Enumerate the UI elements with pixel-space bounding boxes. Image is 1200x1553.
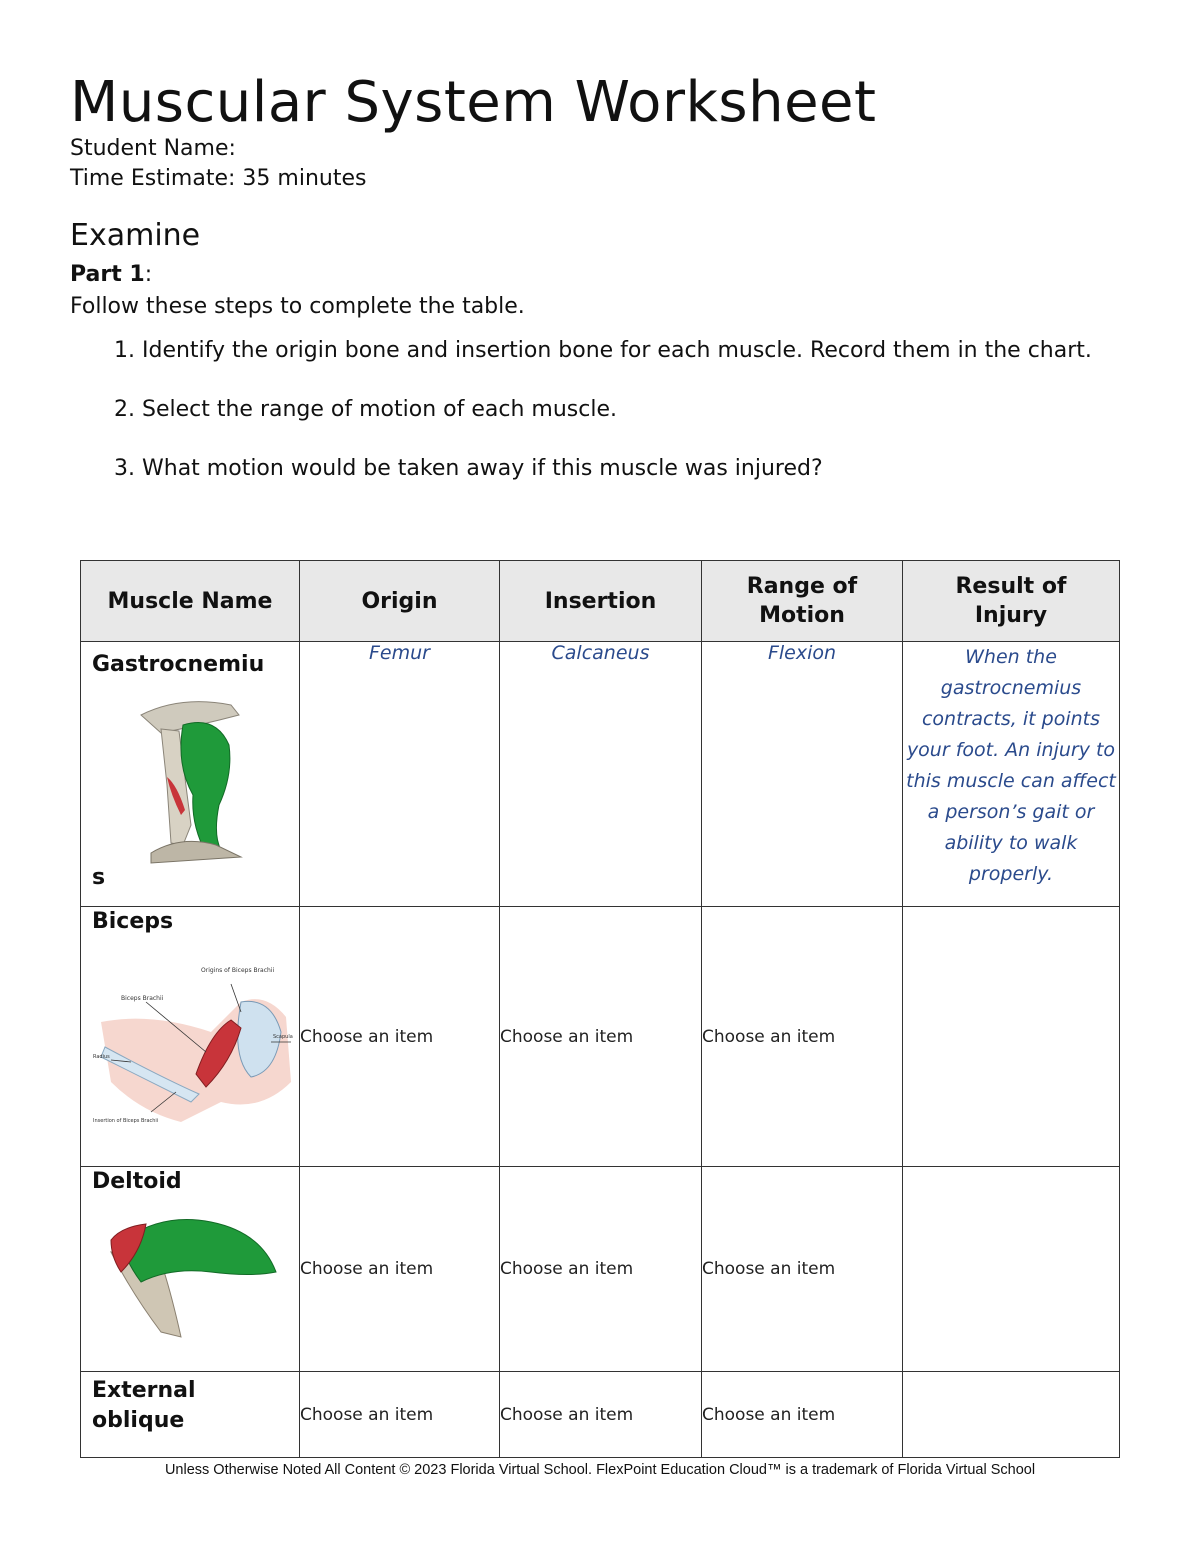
origin-value: Femur [369, 642, 430, 664]
injury-value: When the gastrocnemius contracts, it points your foot. An injury to this muscle can affect a person’s gait or ability to walk properly. [906, 646, 1116, 885]
step-item: 2. Select the range of motion of each muscle. [142, 395, 1182, 425]
steps-list [70, 336, 1182, 513]
muscle-name [81, 1372, 299, 1436]
muscle-name-continued: s [92, 865, 106, 890]
origin-dropdown[interactable] [300, 1167, 500, 1372]
range-value: Flexion [767, 642, 837, 664]
footer-copyright: Unless Otherwise Noted All Content © 2023 Florida Virtual School. FlexPoint Education Cloud™ is a trademark of Florida Virtual School [164, 1462, 1036, 1478]
biceps-label-muscle: Biceps Brachii [121, 995, 164, 1002]
insertion-dropdown[interactable] [500, 1167, 702, 1372]
biceps-label-scapula: Scapula [273, 1034, 293, 1040]
origin-value: Choose an item [300, 1259, 434, 1279]
header-origin: Origin [300, 561, 500, 642]
muscle-cell-deltoid [81, 1167, 300, 1372]
range-value: Choose an item [702, 1404, 836, 1425]
header-result-of-injury [903, 561, 1120, 642]
table-row [81, 1372, 1120, 1458]
table-header-row [81, 561, 1120, 642]
injury-cell[interactable] [903, 1167, 1120, 1372]
header-range-text: Range of Motion [746, 574, 858, 628]
origin-value: Choose an item [300, 1026, 434, 1047]
injury-cell[interactable] [903, 1372, 1120, 1458]
student-name-label: Student Name: [70, 136, 236, 161]
muscle-cell-gastrocnemius [81, 642, 300, 907]
injury-cell[interactable] [903, 642, 1120, 907]
muscle-table [80, 560, 1120, 1458]
injury-cell[interactable] [903, 907, 1120, 1167]
muscle-name: Gastrocnemiu [92, 652, 265, 677]
header-insertion: Insertion [500, 561, 702, 642]
range-dropdown[interactable] [702, 907, 903, 1167]
biceps-label-radius: Radius [93, 1054, 110, 1060]
insertion-value: Choose an item [500, 1404, 634, 1425]
header-injury-text: Result of Injury [955, 574, 1067, 628]
biceps-label-origins: Origins of Biceps Brachii [201, 967, 275, 974]
range-value: Choose an item [702, 1259, 836, 1279]
range-value: Choose an item [702, 1026, 836, 1047]
insertion-dropdown[interactable] [500, 1372, 702, 1458]
muscle-name: Biceps [92, 909, 174, 934]
muscle-name-line2: oblique [92, 1408, 185, 1433]
biceps-illustration [91, 962, 296, 1137]
intro-text: Follow these steps to complete the table. [70, 294, 525, 319]
muscle-cell-biceps [81, 907, 300, 1167]
page-title: Muscular System Worksheet [70, 70, 877, 135]
range-dropdown[interactable] [702, 1372, 903, 1458]
time-estimate: Time Estimate: 35 minutes [70, 166, 367, 191]
biceps-label-insertion: Insertion of Biceps Brachii [93, 1118, 159, 1124]
part-label [70, 262, 152, 287]
origin-dropdown[interactable] [300, 1372, 500, 1458]
table-row [81, 1167, 1120, 1372]
header-range-of-motion [702, 561, 903, 642]
muscle-name-line1: External [92, 1378, 196, 1403]
origin-value: Choose an item [300, 1404, 434, 1425]
gastrocnemius-illustration [121, 685, 271, 865]
part-label-text: Part 1 [70, 262, 145, 287]
table-row [81, 907, 1120, 1167]
origin-cell[interactable] [300, 642, 500, 907]
step-item: 3. What motion would be taken away if this muscle was injured? [142, 454, 1182, 484]
step-item: 1. Identify the origin bone and insertion bone for each muscle. Record them in the chart. [142, 336, 1182, 366]
range-dropdown[interactable] [702, 1167, 903, 1372]
muscle-cell-external-oblique [81, 1372, 300, 1458]
muscle-name: Deltoid [92, 1169, 182, 1194]
table-row [81, 642, 1120, 907]
insertion-value: Choose an item [500, 1259, 634, 1279]
section-heading: Examine [70, 218, 201, 253]
range-cell[interactable] [702, 642, 903, 907]
part-colon: : [144, 262, 153, 287]
deltoid-illustration [101, 1202, 281, 1342]
header-muscle-name: Muscle Name [81, 561, 300, 642]
insertion-dropdown[interactable] [500, 907, 702, 1167]
insertion-value: Calcaneus [551, 642, 650, 664]
origin-dropdown[interactable] [300, 907, 500, 1167]
insertion-value: Choose an item [500, 1026, 634, 1047]
insertion-cell[interactable] [500, 642, 702, 907]
